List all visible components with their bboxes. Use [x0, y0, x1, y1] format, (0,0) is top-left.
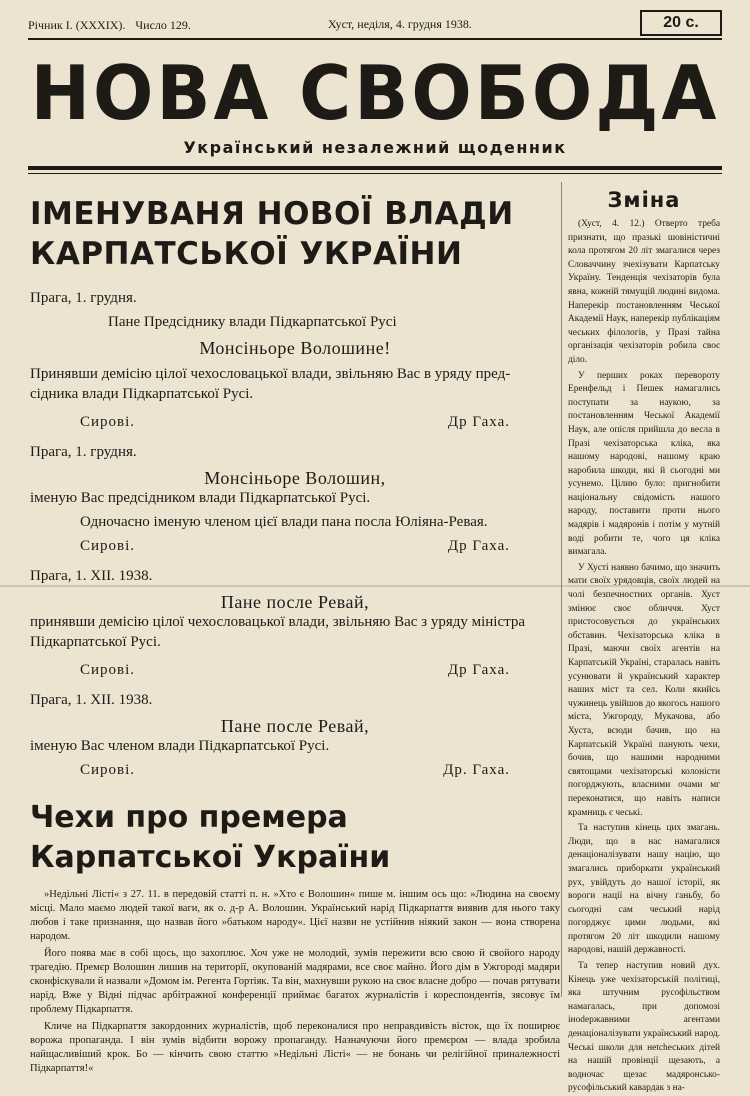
article-paragraph: Його поява має в собі щось, що захоплює. Хоч уже не молодий, зумів пережити всю свою й свойого народу трагедію. Премєр Волошин лишив на території, окупованій мадярами, все своє майно. Його дім в Ужгороді мадяри сконфіскували й назвали »Домом ім. Регента Гортіяк. Та він, махнувши рукою на своє власне добро — почав рятувати нарід. Вже у Відні підчас арбітражної конференції приймає багатох журналістів і кореспондентів, зясовує їм проблему Підкарпаття.	[30, 948, 560, 1015]
letter-body: Одночасно іменую членом цієї влади пана посла Юліяна-Ревая.	[80, 514, 488, 530]
volume-number: Річник І. (XXXIX).	[28, 17, 126, 32]
article-paragraph: У перших роках перевороту Еренфельд і Пешек намагались поступати за наукою, за постановленням Чеської Академії Наук, але опісля прийшла до весла в Празі чехізаторська кліка, яка нашому народові, нашому краю наробила шкоди, які й сьогодні ми усунемо. Цілию було: пригнобити національну свідомість нашого народу, поставити проти нього мадярів і мадяронів і потім у мутній воді робити те, чого ця кліка вимагала.	[568, 370, 720, 558]
paper-fold-crease	[0, 585, 750, 587]
letter-body: іменую Вас предсідником влади Підкарпатської Русі.	[30, 490, 371, 506]
letter-body: Принявши демісію цілої чехословацької влади, звільняю Вас в уряду пред-	[30, 366, 511, 382]
article-paragraph: Кличе на Підкарпаття закордонних журналістів, щоб переконалися про неправдивість вісток, що їх поширює ворожа пропаганда. І він зумів відбити ворожу пропаганду. Назначуючи його премєром — влада зробила найщасливіший крок. Бо — кінчить свою статтю »Недільні Лісті« — не бонань чи релігійної приналежності Підкарпаття!«	[30, 1021, 560, 1074]
signature-left: Сирові.	[80, 414, 136, 430]
column-divider	[561, 182, 562, 997]
price-label: 20 с.	[663, 14, 699, 31]
price-box	[640, 10, 722, 36]
signature-left: Сирові.	[80, 662, 136, 678]
decree-letter-2	[30, 442, 560, 556]
decree-letter-3	[30, 566, 560, 680]
letter-body: сідника влади Підкарпатської Русі.	[30, 386, 254, 402]
letter-body: іменую Вас членом влади Підкарпатської Русі.	[30, 738, 330, 754]
letter-salutation: Монсіньоре Волошин,	[204, 468, 386, 488]
main-headline-line1: ІМЕНУВАНЯ НОВОЇ ВЛАДИ	[30, 196, 514, 232]
side-article-body	[568, 218, 720, 1096]
second-headline-line1: Чехи про премера	[30, 800, 348, 835]
article-paragraph: У Хусті наявно бачимо, що значить мати своїх урядовців, своїх людей на чолі безпечностних органів. Хуст змінює своє обличчя. Хуст пристосовується до українських обставин. Чехізаторська кліка в Празі, маючи своїх агентів на Карпатській Україні, старалась навіть усунювати й український характер наших міст та сел. Коли якийсь чужинець увійшов до якогось нашого міста, Ужгороду, Мукачова, або Хуста, всюди бачив, що на Карпатській Україні панують чехи, бочив, що нашими народними святощами чехізаторські колоністи погорджують, власними очами мг переконатися, що навіть написи крамниць є чеські.	[568, 562, 720, 818]
side-column	[568, 182, 720, 1094]
main-headline-line2: КАРПАТСЬКОЇ УКРАЇНИ	[30, 236, 463, 272]
article-paragraph: Та тепер наступив новий дух. Кінець уже чехізаторській політиці, яка штучним русофільством намагалась, при допомозі іноdержавними агентами денаціоналізувати український народ. Чеські школи для неtchеських дітей на нашій провінції щезають, а водночас щезає мадяронсько-русофільський кавардак з на-	[568, 961, 720, 1094]
article-paragraph: »Недільні Лісті« з 27. 11. в передовій статті п. н. »Хто є Волошин« пише м. іншим ось що: »Людина на своєму місці. Мало маємо людей такої ваги, як о. д-р А. Волошин. Український нарід Підкарпаття виявив для нього таку любов і таке признання, що назвав його »батьком народу«. Цієї назви не устійнив ніякий закон — вона створена народом.	[30, 889, 560, 942]
letter-place: Прага, 1. грудня.	[30, 444, 137, 460]
decree-letter-1	[30, 288, 560, 432]
article-paragraph: (Хуст, 4. 12.) Отверто треба признати, що празькі шовіністичні кола протягом 20 літ змагалися через Словаччину зчехізувати Карпатську Україну. Тенденція чехізаторів була явна, кожній тямущій людині видома. Наперекір постановленням Чеської Академії Наук, наперекір публікаціям чеських філологів, у Празі тайна організація чехізаторів робила своє діло.	[568, 219, 720, 365]
second-article-body	[30, 888, 560, 1076]
decree-letter-4	[30, 690, 560, 780]
main-headline	[30, 194, 560, 274]
letter-place: Прага, 1. XII. 1938.	[30, 692, 153, 708]
letter-place: Прага, 1. XII. 1938.	[30, 568, 153, 584]
signature-right: Др Гаха.	[447, 662, 510, 678]
signature-right: Др Гаха.	[447, 414, 510, 430]
masthead-rule-thick	[28, 166, 722, 170]
second-headline-line2: Карпатської України	[30, 840, 391, 875]
signature-left: Сирові.	[80, 538, 136, 554]
letter-salutation: Пане после Ревай,	[220, 716, 370, 736]
main-column	[30, 182, 560, 1074]
newspaper-subtitle: Український незалежний щоденник	[183, 138, 567, 157]
top-rule	[28, 38, 722, 40]
side-article-title: Зміна	[607, 188, 681, 212]
letter-address: Пане Предсіднику влади Підкарпатської Русі	[108, 314, 397, 330]
signature-right: Др Гаха.	[447, 538, 510, 554]
newspaper-title: НОВА СВОБОДА	[30, 49, 720, 138]
letter-signatures	[30, 536, 560, 556]
article-paragraph: Та наступив кінець цих змагань. Люди, що в нас намагалися денаціоналізувати нашу націю, що змагались приборкати український рух, увійдуть до нашої історії, як вороги нації на вічну ганьбу, бо сьогодні сам чеський нарід погорджує цими людьми, які протягом 20 літ шкодили нашому народові, нашій державності.	[568, 823, 720, 956]
signature-right: Др. Гаха.	[443, 762, 510, 778]
letter-signatures	[30, 760, 560, 780]
letter-signatures	[30, 412, 560, 432]
signature-left: Сирові.	[80, 762, 136, 778]
letter-salutation: Пане после Ревай,	[220, 592, 370, 612]
masthead-rule-thin	[28, 173, 722, 174]
letter-body: принявши демісію цілої чехословацької влади, звільняю Вас з уряду міністра	[30, 614, 526, 630]
letter-body: Підкарпатської Русі.	[30, 634, 161, 650]
letter-signatures	[30, 660, 560, 680]
issue-date: Хуст, неділя, 4. грудня 1938.	[328, 17, 472, 31]
issue-number: Число 129.	[135, 17, 191, 32]
letter-place: Прага, 1. грудня.	[30, 290, 137, 306]
letter-salutation: Монсіньоре Волошине!	[199, 338, 391, 358]
issue-info-bar	[28, 12, 722, 38]
second-headline	[30, 798, 560, 878]
